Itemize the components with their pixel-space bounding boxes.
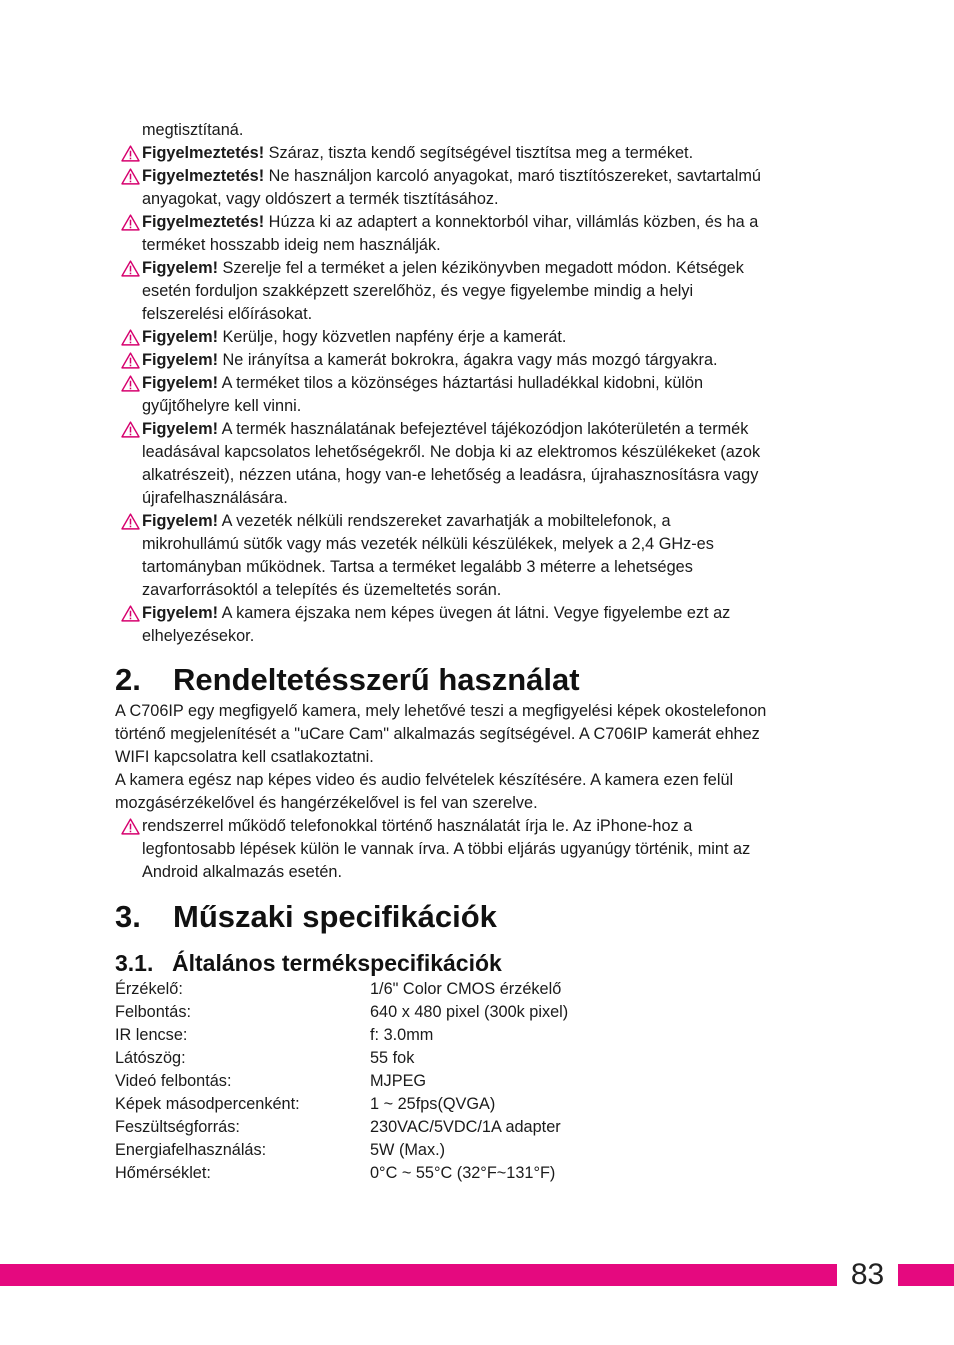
spec-value: 1/6" Color CMOS érzékelő bbox=[370, 980, 562, 998]
spec-value: 55 fok bbox=[370, 1049, 415, 1067]
warning-triangle-icon bbox=[121, 352, 140, 369]
spec-table bbox=[115, 978, 855, 1185]
warning-item bbox=[115, 349, 855, 372]
warning-item bbox=[115, 326, 855, 349]
warning-triangle-icon bbox=[121, 605, 140, 622]
section-2-note bbox=[115, 815, 855, 884]
text-line: rendszerrel működő telefonokkal történő használatát írja le. Az iPhone-hoz a bbox=[142, 817, 693, 835]
spec-value: 5W (Max.) bbox=[370, 1141, 446, 1159]
warning-item bbox=[115, 510, 855, 602]
warning-item bbox=[115, 211, 855, 257]
warning-text: A vezeték nélküli rendszereket zavarhatják a mobiltelefonok, a bbox=[218, 512, 671, 530]
warning-line bbox=[142, 257, 855, 280]
warning-label: Figyelem! bbox=[142, 604, 219, 622]
warning-line bbox=[142, 602, 855, 625]
text-line: legfontosabb lépések külön le vannak írva. A többi eljárás ugyanúgy történik, mint az bbox=[142, 840, 751, 858]
section-3-1-heading bbox=[115, 948, 855, 978]
page-content bbox=[115, 119, 855, 1185]
warning-label: Figyelmeztetés! bbox=[142, 213, 265, 231]
spec-key: IR lencse: bbox=[115, 1026, 188, 1044]
text-line: WIFI kapcsolatra kell csatlakoztatni. bbox=[115, 748, 374, 766]
section-2-title: Rendeltetésszerű használat bbox=[173, 662, 580, 697]
intro-line: megtisztítaná. bbox=[142, 121, 244, 139]
warning-label: Figyelem! bbox=[142, 512, 219, 530]
warning-item bbox=[115, 372, 855, 418]
spec-key: Feszültségforrás: bbox=[115, 1118, 240, 1136]
warning-line: esetén forduljon szakképzett szerelőhöz, és vegye figyelembe mindig a helyi bbox=[142, 282, 694, 300]
warning-line: gyűjtőhelyre kell vinni. bbox=[142, 397, 302, 415]
warning-label: Figyelem! bbox=[142, 374, 219, 392]
spec-row bbox=[115, 1047, 855, 1070]
warning-line bbox=[142, 142, 855, 165]
section-2-paragraph-2 bbox=[115, 769, 855, 815]
warning-triangle-icon bbox=[121, 260, 140, 277]
spec-key: Érzékelő: bbox=[115, 980, 183, 998]
warning-line: alkatrészeit), nézzen utána, hogy van-e lehetőség a leadásra, újrahasznosításra vagy bbox=[142, 466, 759, 484]
warning-line bbox=[142, 418, 855, 441]
warning-text: Húzza ki az adaptert a konnektorból vihar, villámlás közben, és ha a bbox=[264, 213, 759, 231]
warning-item bbox=[115, 142, 855, 165]
section-2-heading bbox=[115, 660, 855, 700]
warning-label: Figyelmeztetés! bbox=[142, 167, 265, 185]
spec-row bbox=[115, 1162, 855, 1185]
warning-line: felszerelési előírásokat. bbox=[142, 305, 313, 323]
warning-list bbox=[115, 142, 855, 648]
warning-text: A terméket tilos a közönséges háztartási hulladékkal kidobni, külön bbox=[218, 374, 704, 392]
section-3-heading bbox=[115, 897, 855, 937]
spec-key: Képek másodpercenként: bbox=[115, 1095, 300, 1113]
warning-line bbox=[142, 211, 855, 234]
warning-text: Száraz, tiszta kendő segítségével tisztítsa meg a terméket. bbox=[264, 144, 694, 162]
warning-line: tartományban működnek. Tartsa a terméket legalább 3 méterre a lehetséges bbox=[142, 558, 693, 576]
spec-row bbox=[115, 1116, 855, 1139]
warning-label: Figyelem! bbox=[142, 259, 219, 277]
text-line: Android alkalmazás esetén. bbox=[142, 863, 343, 881]
warning-triangle-icon bbox=[121, 168, 140, 185]
warning-line bbox=[142, 326, 855, 349]
warning-triangle-icon bbox=[121, 145, 140, 162]
warning-line bbox=[142, 165, 855, 188]
section-3-1-number: 3.1. bbox=[115, 950, 154, 976]
warning-line: elhelyezésekor. bbox=[142, 627, 255, 645]
warning-label: Figyelmeztetés! bbox=[142, 144, 265, 162]
spec-value: f: 3.0mm bbox=[370, 1026, 434, 1044]
warning-line: anyagokat, vagy oldószert a termék tisztításához. bbox=[142, 190, 499, 208]
warning-text: A termék használatának befejeztével tájékozódjon lakóterületén a termék bbox=[218, 420, 749, 438]
section-3-1-title: Általános termékspecifikációk bbox=[172, 950, 502, 976]
spec-value: 1 ~ 25fps(QVGA) bbox=[370, 1095, 496, 1113]
spec-key: Felbontás: bbox=[115, 1003, 192, 1021]
text-line: A C706IP egy megfigyelő kamera, mely lehetővé teszi a megfigyelési képek okostelefonon bbox=[115, 702, 767, 720]
spec-row bbox=[115, 1070, 855, 1093]
warning-triangle-icon bbox=[121, 421, 140, 438]
warning-triangle-icon bbox=[121, 513, 140, 530]
warning-item bbox=[115, 602, 855, 648]
text-line: A kamera egész nap képes video és audio felvételek készítésére. A kamera ezen felül bbox=[115, 771, 734, 789]
warning-triangle-icon bbox=[121, 214, 140, 231]
section-2-number: 2. bbox=[115, 662, 141, 697]
warning-line: terméket hosszabb ideig nem használják. bbox=[142, 236, 441, 254]
text-line: történő megjelenítését a "uCare Cam" alkalmazás segítségével. A C706IP kamerát ehhez bbox=[115, 725, 760, 743]
warning-text: Ne használjon karcoló anyagokat, maró tisztítószereket, savtartalmú bbox=[264, 167, 761, 185]
spec-key: Látószög: bbox=[115, 1049, 186, 1067]
warning-label: Figyelem! bbox=[142, 351, 219, 369]
spec-row bbox=[115, 1139, 855, 1162]
warning-triangle-icon bbox=[121, 818, 140, 835]
warning-item bbox=[115, 165, 855, 211]
section-2-paragraph-1 bbox=[115, 700, 855, 769]
warning-line bbox=[142, 372, 855, 395]
spec-key: Energiafelhasználás: bbox=[115, 1141, 267, 1159]
spec-value: MJPEG bbox=[370, 1072, 427, 1090]
spec-key: Videó felbontás: bbox=[115, 1072, 232, 1090]
warning-triangle-icon bbox=[121, 375, 140, 392]
section-3-number: 3. bbox=[115, 899, 141, 934]
warning-label: Figyelem! bbox=[142, 328, 219, 346]
warning-line: mikrohullámú sütők vagy más vezeték nélküli készülékek, melyek a 2,4 GHz-es bbox=[142, 535, 714, 553]
warning-item bbox=[115, 418, 855, 510]
warning-line: zavarforrásoktól a telepítés és üzemeltetés során. bbox=[142, 581, 502, 599]
spec-row bbox=[115, 1024, 855, 1047]
text-line: mozgásérzékelővel és hangérzékelővel is fel van szerelve. bbox=[115, 794, 538, 812]
warning-text: A kamera éjszaka nem képes üvegen át látni. Vegye figyelembe ezt az bbox=[218, 604, 731, 622]
warning-triangle-icon bbox=[121, 329, 140, 346]
spec-value: 0°C ~ 55°C (32°F~131°F) bbox=[370, 1164, 556, 1182]
warning-label: Figyelem! bbox=[142, 420, 219, 438]
spec-value: 230VAC/5VDC/1A adapter bbox=[370, 1118, 561, 1136]
warning-text: Szerelje fel a terméket a jelen kézikönyvben megadott módon. Kétségek bbox=[218, 259, 744, 277]
spec-row bbox=[115, 978, 855, 1001]
warning-line bbox=[142, 510, 855, 533]
section-3-title: Műszaki specifikációk bbox=[173, 899, 497, 934]
spec-row bbox=[115, 1001, 855, 1024]
warning-line bbox=[142, 349, 855, 372]
warning-item bbox=[115, 257, 855, 326]
warning-line: újrafelhasználására. bbox=[142, 489, 288, 507]
warning-text: Ne irányítsa a kamerát bokrokra, ágakra vagy más mozgó tárgyakra. bbox=[218, 351, 718, 369]
spec-value: 640 x 480 pixel (300k pixel) bbox=[370, 1003, 569, 1021]
page-number: 83 bbox=[837, 1258, 898, 1292]
spec-key: Hőmérséklet: bbox=[115, 1164, 211, 1182]
footer-band bbox=[0, 1264, 954, 1286]
spec-row bbox=[115, 1093, 855, 1116]
warning-text: Kerülje, hogy közvetlen napfény érje a kamerát. bbox=[218, 328, 567, 346]
warning-line: leadásával kapcsolatos lehetőségekről. Ne dobja ki az elektromos készülékeket (azok bbox=[142, 443, 761, 461]
